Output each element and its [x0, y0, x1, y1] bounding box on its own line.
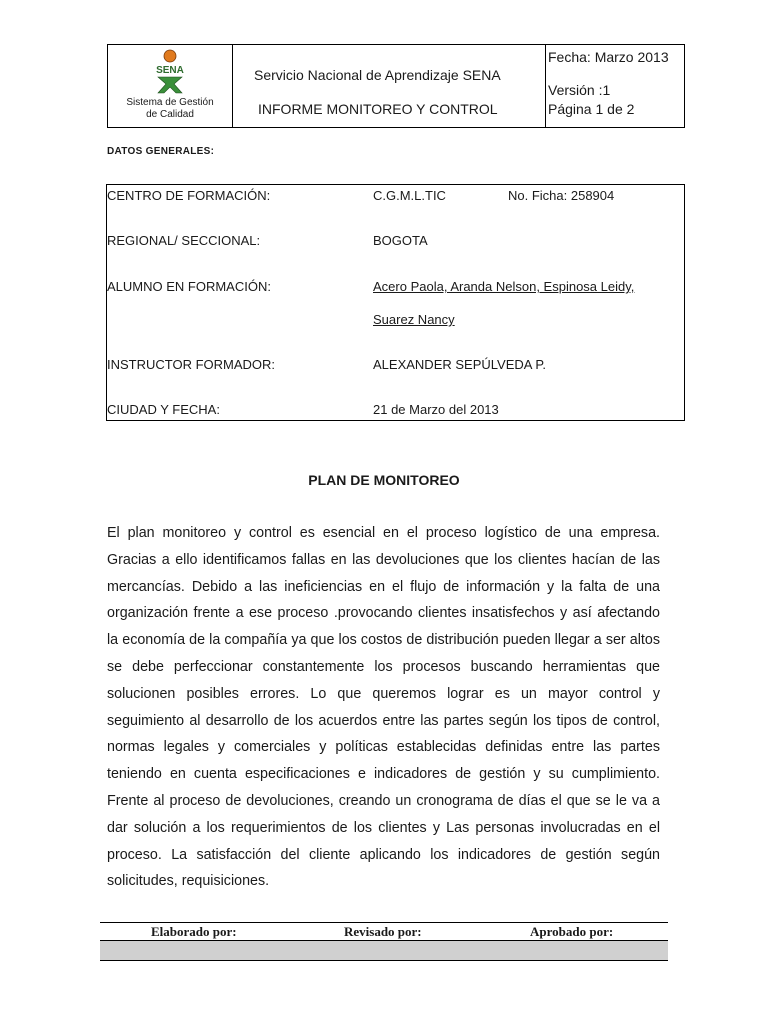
ficha-value: No. Ficha: 258904: [508, 188, 615, 203]
ciudad-label: CIUDAD Y FECHA:: [107, 402, 220, 417]
alumno-value-line-2: Suarez Nancy: [373, 312, 455, 327]
header-meta-cell: [545, 45, 684, 127]
sena-logo: [146, 48, 194, 96]
logo-cell: [108, 45, 233, 127]
alumno-label: ALUMNO EN FORMACIÓN:: [107, 279, 271, 294]
instructor-value: ALEXANDER SEPÚLVEDA P.: [373, 357, 546, 372]
header-title-cell: [232, 45, 546, 127]
instructor-label: INSTRUCTOR FORMADOR:: [107, 357, 276, 372]
sistema-line-2: de Calidad: [146, 109, 194, 120]
regional-value: BOGOTA: [373, 233, 428, 248]
elaborado-label: Elaborado por:: [151, 924, 237, 939]
pagina-label: Página 1 de 2: [548, 101, 635, 117]
approval-signature-row: [100, 941, 668, 960]
centro-label: CENTRO DE FORMACIÓN:: [107, 188, 271, 203]
alumno-value-line-1: Acero Paola, Aranda Nelson, Espinosa Leidy,: [373, 279, 635, 294]
approval-table: [100, 922, 668, 961]
sistema-line-1: Sistema de Gestión: [126, 97, 214, 108]
sistema-gestion-label: [108, 97, 232, 121]
report-title: INFORME MONITOREO Y CONTROL: [258, 101, 498, 117]
revisado-label: Revisado por:: [344, 924, 422, 939]
centro-value: C.G.M.L.TIC: [373, 188, 446, 203]
fecha-label: Fecha: Marzo 2013: [548, 49, 669, 65]
approval-bottom-rule: [100, 960, 668, 961]
logo-text: SENA: [156, 65, 184, 76]
logo-sphere: [164, 50, 176, 62]
logo-figure: [158, 77, 182, 93]
aprobado-label: Aprobado por:: [530, 924, 614, 939]
version-label: Versión :1: [548, 82, 611, 98]
ciudad-value: 21 de Marzo del 2013: [373, 402, 499, 417]
org-name: Servicio Nacional de Aprendizaje SENA: [254, 67, 501, 83]
datos-generales-heading: DATOS GENERALES:: [107, 146, 215, 157]
plan-paragraph: El plan monitoreo y control es esencial en el proceso logístico de una empresa. Gracias a ello identificamos fallas en las devoluciones que los clientes hacían de las mercancías. Debido a las ineficiencias en el flujo de información y la falta de una organización frente a ese proceso .provocando clientes insatisfechos y así afectando la economía de la compañía ya que los costos de distribución pueden llegar a ser altos se debe perfeccionar constantemente los procesos buscando herramientas que solucionen posibles errores. Lo que queremos lograr es un mayor control y seguimiento al desarrollo de los acuerdos entre las partes según los tipos de control, normas legales y comerciales y políticas establecidas definidas entre las partes teniendo en cuenta especificaciones e indicadores de gestión y su cumplimiento. Frente al proceso de devoluciones, creando un cronograma de días el que se le va a dar solución a los requerimientos de los clientes y Las personas involucradas en el proceso. La satisfacción del cliente aplicando los indicadores de gestión según solicitudes, requisiciones.: [107, 525, 660, 890]
regional-label: REGIONAL/ SECCIONAL:: [107, 233, 261, 248]
approval-top-rule: [100, 922, 668, 923]
plan-title: PLAN DE MONITOREO: [308, 472, 460, 488]
document-header: [107, 44, 685, 128]
datos-generales-table: [106, 184, 685, 421]
